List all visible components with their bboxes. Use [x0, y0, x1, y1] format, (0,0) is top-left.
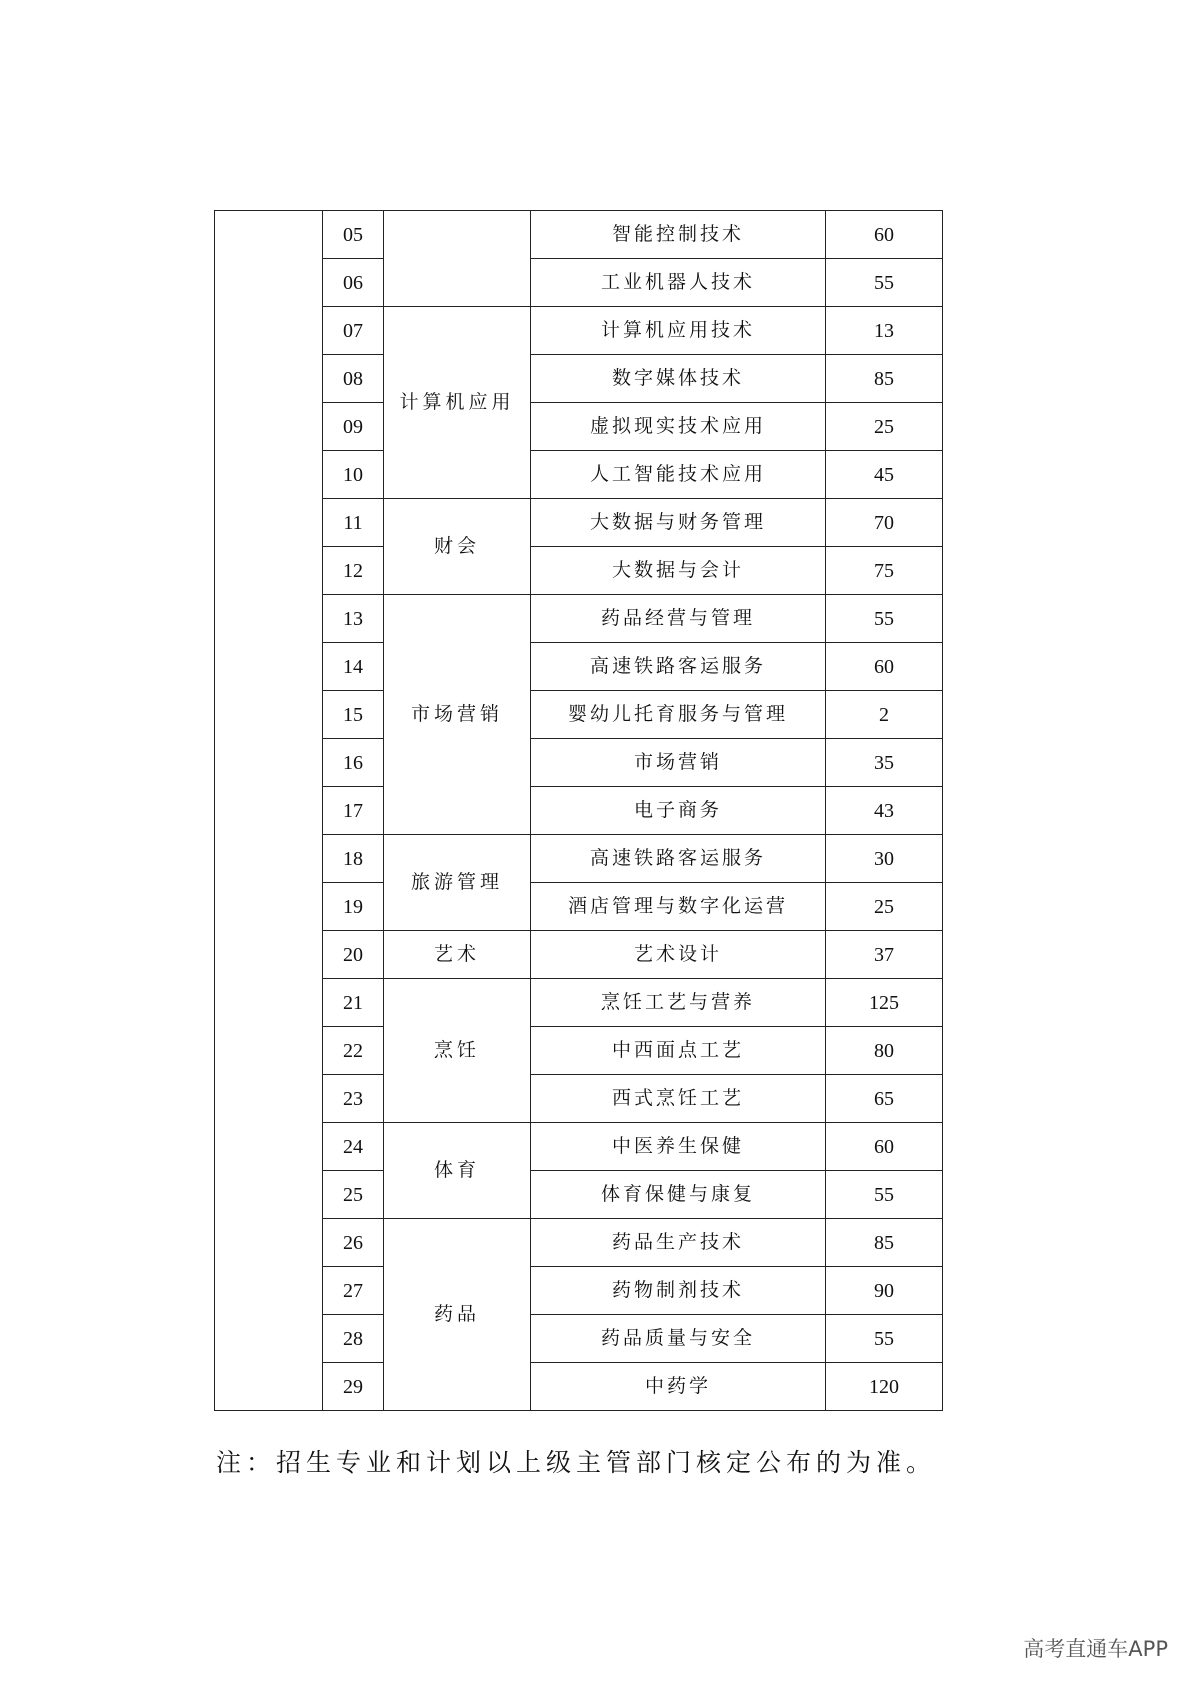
plan-count-cell: 55	[826, 595, 943, 643]
major-name-cell: 电子商务	[531, 787, 826, 835]
row-number-cell: 13	[323, 595, 384, 643]
major-name-cell: 西式烹饪工艺	[531, 1075, 826, 1123]
plan-count-cell: 80	[826, 1027, 943, 1075]
table-row	[215, 403, 943, 451]
row-number-cell: 17	[323, 787, 384, 835]
table-row	[215, 1219, 943, 1267]
table-row	[215, 1123, 943, 1171]
row-number-cell: 26	[323, 1219, 384, 1267]
row-number-cell: 22	[323, 1027, 384, 1075]
category-cell	[384, 211, 531, 307]
table-row	[215, 739, 943, 787]
major-name-cell: 中西面点工艺	[531, 1027, 826, 1075]
plan-count-cell: 37	[826, 931, 943, 979]
row-number-cell: 19	[323, 883, 384, 931]
category-cell: 体育	[384, 1123, 531, 1219]
table-body	[215, 211, 943, 1411]
major-name-cell: 大数据与会计	[531, 547, 826, 595]
major-name-cell: 药品生产技术	[531, 1219, 826, 1267]
plan-count-cell: 2	[826, 691, 943, 739]
table-row	[215, 1363, 943, 1411]
major-name-cell: 计算机应用技术	[531, 307, 826, 355]
table-row	[215, 1315, 943, 1363]
plan-count-cell: 43	[826, 787, 943, 835]
enrollment-plan-table	[214, 210, 943, 1411]
row-number-cell: 10	[323, 451, 384, 499]
table-row	[215, 547, 943, 595]
plan-count-cell: 30	[826, 835, 943, 883]
watermark: 高考直通车APP	[1023, 1637, 1168, 1661]
row-number-cell: 27	[323, 1267, 384, 1315]
major-name-cell: 药物制剂技术	[531, 1267, 826, 1315]
table-row	[215, 643, 943, 691]
major-name-cell: 大数据与财务管理	[531, 499, 826, 547]
category-cell: 计算机应用	[384, 307, 531, 499]
major-name-cell: 中药学	[531, 1363, 826, 1411]
table-row	[215, 787, 943, 835]
major-name-cell: 高速铁路客运服务	[531, 643, 826, 691]
plan-count-cell: 85	[826, 1219, 943, 1267]
plan-count-cell: 60	[826, 643, 943, 691]
plan-count-cell: 13	[826, 307, 943, 355]
row-number-cell: 16	[323, 739, 384, 787]
table-row	[215, 451, 943, 499]
table-row	[215, 883, 943, 931]
plan-count-cell: 55	[826, 1171, 943, 1219]
table-row	[215, 931, 943, 979]
plan-count-cell: 65	[826, 1075, 943, 1123]
major-name-cell: 智能控制技术	[531, 211, 826, 259]
row-number-cell: 21	[323, 979, 384, 1027]
category-cell: 旅游管理	[384, 835, 531, 931]
major-name-cell: 市场营销	[531, 739, 826, 787]
row-number-cell: 08	[323, 355, 384, 403]
row-number-cell: 09	[323, 403, 384, 451]
row-number-cell: 28	[323, 1315, 384, 1363]
table-row	[215, 835, 943, 883]
row-number-cell: 23	[323, 1075, 384, 1123]
category-cell: 财会	[384, 499, 531, 595]
table-row	[215, 307, 943, 355]
table-row	[215, 1075, 943, 1123]
plan-count-cell: 45	[826, 451, 943, 499]
table-row	[215, 691, 943, 739]
row-number-cell: 29	[323, 1363, 384, 1411]
group-cell	[215, 211, 323, 1411]
row-number-cell: 20	[323, 931, 384, 979]
category-cell: 市场营销	[384, 595, 531, 835]
plan-count-cell: 25	[826, 883, 943, 931]
plan-count-cell: 60	[826, 1123, 943, 1171]
category-cell: 药品	[384, 1219, 531, 1411]
major-name-cell: 药品经营与管理	[531, 595, 826, 643]
table-row	[215, 259, 943, 307]
row-number-cell: 11	[323, 499, 384, 547]
plan-count-cell: 55	[826, 259, 943, 307]
category-cell: 烹饪	[384, 979, 531, 1123]
major-name-cell: 体育保健与康复	[531, 1171, 826, 1219]
major-name-cell: 高速铁路客运服务	[531, 835, 826, 883]
table-row	[215, 499, 943, 547]
major-name-cell: 婴幼儿托育服务与管理	[531, 691, 826, 739]
plan-count-cell: 35	[826, 739, 943, 787]
plan-count-cell: 70	[826, 499, 943, 547]
table-row	[215, 979, 943, 1027]
major-name-cell: 药品质量与安全	[531, 1315, 826, 1363]
plan-count-cell: 55	[826, 1315, 943, 1363]
row-number-cell: 06	[323, 259, 384, 307]
plan-count-cell: 60	[826, 211, 943, 259]
row-number-cell: 12	[323, 547, 384, 595]
plan-count-cell: 85	[826, 355, 943, 403]
plan-count-cell: 90	[826, 1267, 943, 1315]
row-number-cell: 15	[323, 691, 384, 739]
row-number-cell: 18	[323, 835, 384, 883]
major-name-cell: 虚拟现实技术应用	[531, 403, 826, 451]
plan-count-cell: 120	[826, 1363, 943, 1411]
plan-count-cell: 75	[826, 547, 943, 595]
major-name-cell: 艺术设计	[531, 931, 826, 979]
table-row	[215, 1267, 943, 1315]
row-number-cell: 05	[323, 211, 384, 259]
footnote: 注：招生专业和计划以上级主管部门核定公布的为准。	[216, 1448, 937, 1477]
plan-count-cell: 125	[826, 979, 943, 1027]
table-row	[215, 595, 943, 643]
major-name-cell: 烹饪工艺与营养	[531, 979, 826, 1027]
category-cell: 艺术	[384, 931, 531, 979]
major-name-cell: 酒店管理与数字化运营	[531, 883, 826, 931]
table-row	[215, 355, 943, 403]
plan-count-cell: 25	[826, 403, 943, 451]
row-number-cell: 07	[323, 307, 384, 355]
table-row	[215, 1171, 943, 1219]
table-row	[215, 1027, 943, 1075]
major-name-cell: 工业机器人技术	[531, 259, 826, 307]
row-number-cell: 14	[323, 643, 384, 691]
major-name-cell: 数字媒体技术	[531, 355, 826, 403]
row-number-cell: 24	[323, 1123, 384, 1171]
table-row	[215, 211, 943, 259]
major-name-cell: 人工智能技术应用	[531, 451, 826, 499]
major-name-cell: 中医养生保健	[531, 1123, 826, 1171]
row-number-cell: 25	[323, 1171, 384, 1219]
